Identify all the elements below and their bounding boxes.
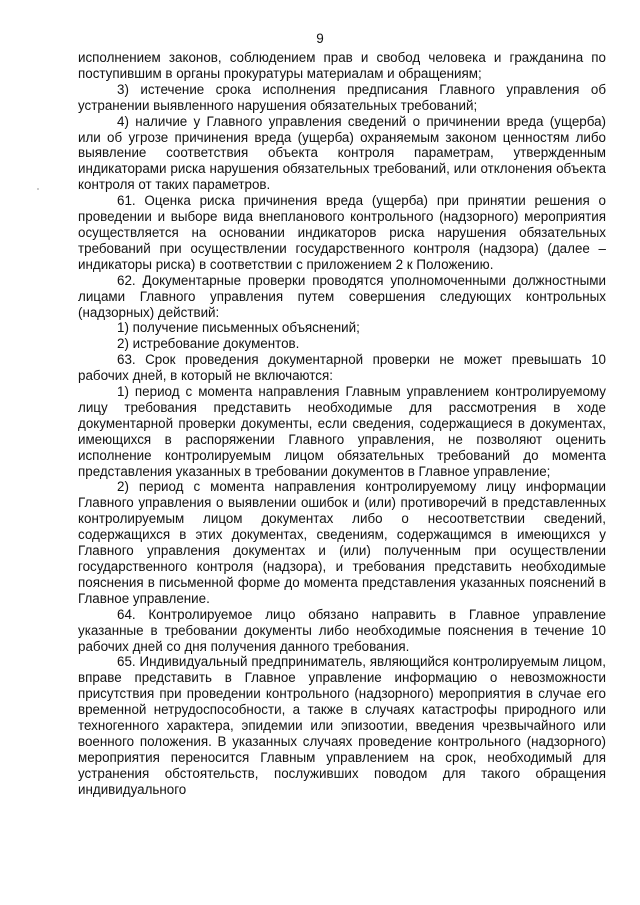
paragraph-62-item-2: 2) истребование документов.	[117, 336, 300, 352]
paragraph-63-item-2: 2) период с момента направления контролируемому лицу информации Главного управления о выявлении ошибок и (или) противоречий в представленных контролируемым лицом документах либо о несоответствии сведений, содержащихся в этих документах, сведениям, содержащимся в имеющихся у Главного управления документах и (или) полученным при осуществлении государственного контроля (надзора), и требования представить необходимые пояснения в письменной форме до момента представления указанных пояснений в Главное управление.	[78, 479, 606, 606]
paragraph-63: 63. Срок проведения документарной проверки не может превышать 10 рабочих дней, в который не включаются:	[78, 352, 606, 384]
paragraph-64: 64. Контролируемое лицо обязано направить в Главное управление указанные в требовании документы либо необходимые пояснения в течение 10 рабочих дней со дня получения данного требования.	[78, 606, 606, 654]
paragraph-62: 62. Документарные проверки проводятся уполномоченными должностными лицами Главного управления путем совершения следующих контрольных (надзорных) действий:	[78, 272, 606, 320]
scan-artifact	[37, 188, 39, 190]
paragraph-63-item-1: 1) период с момента направления Главным управлением контролируемому лицу требования представить необходимые для рассмотрения в ходе документарной проверки документы, если сведения, содержащиеся в документах, имеющихся в распоряжении Главного управления, не позволяют оценить исполнение контролируемым лицом обязательных требований до момента представления указанных в требовании документов в Главное управление;	[78, 384, 606, 479]
document-body	[78, 50, 606, 798]
paragraph-item-4: 4) наличие у Главного управления сведений о причинении вреда (ущерба) или об угрозе причинения вреда (ущерба) охраняемым законом ценностям либо выявление соответствия объекта контроля параметрам, утвержденным индикаторами риска нарушения обязательных требований, или отклонения объекта контроля от таких параметров.	[78, 113, 606, 193]
paragraph-continuation: исполнением законов, соблюдением прав и свобод человека и гражданина по поступившим в органы прокуратуры материалам и обращениям;	[78, 50, 606, 81]
paragraph-62-item-1: 1) получение письменных объяснений;	[117, 320, 360, 336]
paragraph-item-3: 3) истечение срока исполнения предписания Главного управления об устранении выявленного нарушения обязательных требований;	[78, 81, 606, 113]
paragraph-65: 65. Индивидуальный предприниматель, являющийся контролируемым лицом, вправе представить в Главное управление информацию о невозможности присутствия при проведении контрольного (надзорного) мероприятия в случае его временной нетрудоспособности, а также в случаях катастрофы природного или техногенного характера, эпидемии или эпизоотии, введения чрезвычайного или военного положения. В указанных случаях проведение контрольного (надзорного) мероприятия переносится Главным управлением на срок, необходимый для устранения обстоятельств, послуживших поводом для такого обращения индивидуального	[78, 654, 606, 797]
page-number: 9	[316, 31, 324, 46]
paragraph-61: 61. Оценка риска причинения вреда (ущерба) при принятии решения о проведении и выборе вида внепланового контрольного (надзорного) мероприятия осуществляется на основании индикаторов риска нарушения обязательных требований при осуществлении государственного контроля (надзора) (далее – индикаторы риска) в соответствии с приложением 2 к Положению.	[78, 193, 606, 272]
